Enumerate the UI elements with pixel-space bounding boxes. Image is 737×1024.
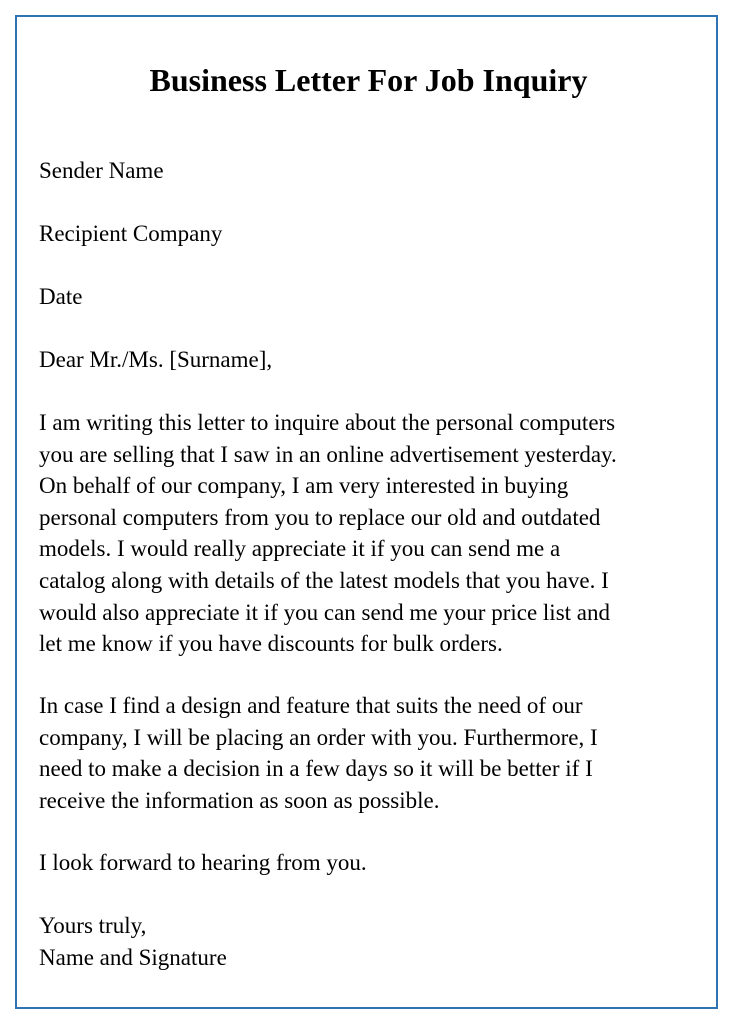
paragraph-line: In case I find a design and feature that suits the need of our	[39, 693, 583, 718]
paragraph-line: receive the information as soon as possible.	[39, 787, 440, 813]
letter-title: Business Letter For Job Inquiry	[149, 62, 588, 98]
paragraph-line: catalog along with details of the latest models that you have. I	[39, 567, 609, 593]
paragraph-line: would also appreciate it if you can send me your price list and	[39, 599, 610, 625]
signature-block	[39, 910, 704, 973]
recipient-company: Recipient Company	[39, 221, 223, 246]
paragraph-line: personal computers from you to replace our old and outdated	[39, 504, 601, 530]
closing-line: I look forward to hearing from you.	[39, 850, 367, 875]
paragraph-line: need to make a decision in a few days so it will be better if I	[39, 756, 593, 782]
valediction: Yours truly,	[39, 913, 147, 938]
paragraph-line: let me know if you have discounts for bulk orders.	[39, 631, 503, 657]
salutation: Dear Mr./Ms. [Surname],	[39, 347, 273, 372]
letter-date: Date	[39, 284, 83, 309]
paragraph-line: models. I would really appreciate it if you can send me a	[39, 536, 561, 562]
paragraph-line: you are selling that I saw in an online advertisement yesterday.	[39, 441, 617, 467]
paragraph-line: On behalf of our company, I am very interested in buying	[39, 473, 569, 499]
paragraph-line: company, I will be placing an order with you. Furthermore, I	[39, 724, 598, 750]
paragraph-line: I am writing this letter to inquire about the personal computers	[39, 410, 616, 435]
paragraph-order	[39, 690, 704, 816]
sender-name: Sender Name	[39, 158, 164, 183]
signature-line: Name and Signature	[39, 944, 227, 970]
paragraph-inquiry	[39, 407, 704, 660]
